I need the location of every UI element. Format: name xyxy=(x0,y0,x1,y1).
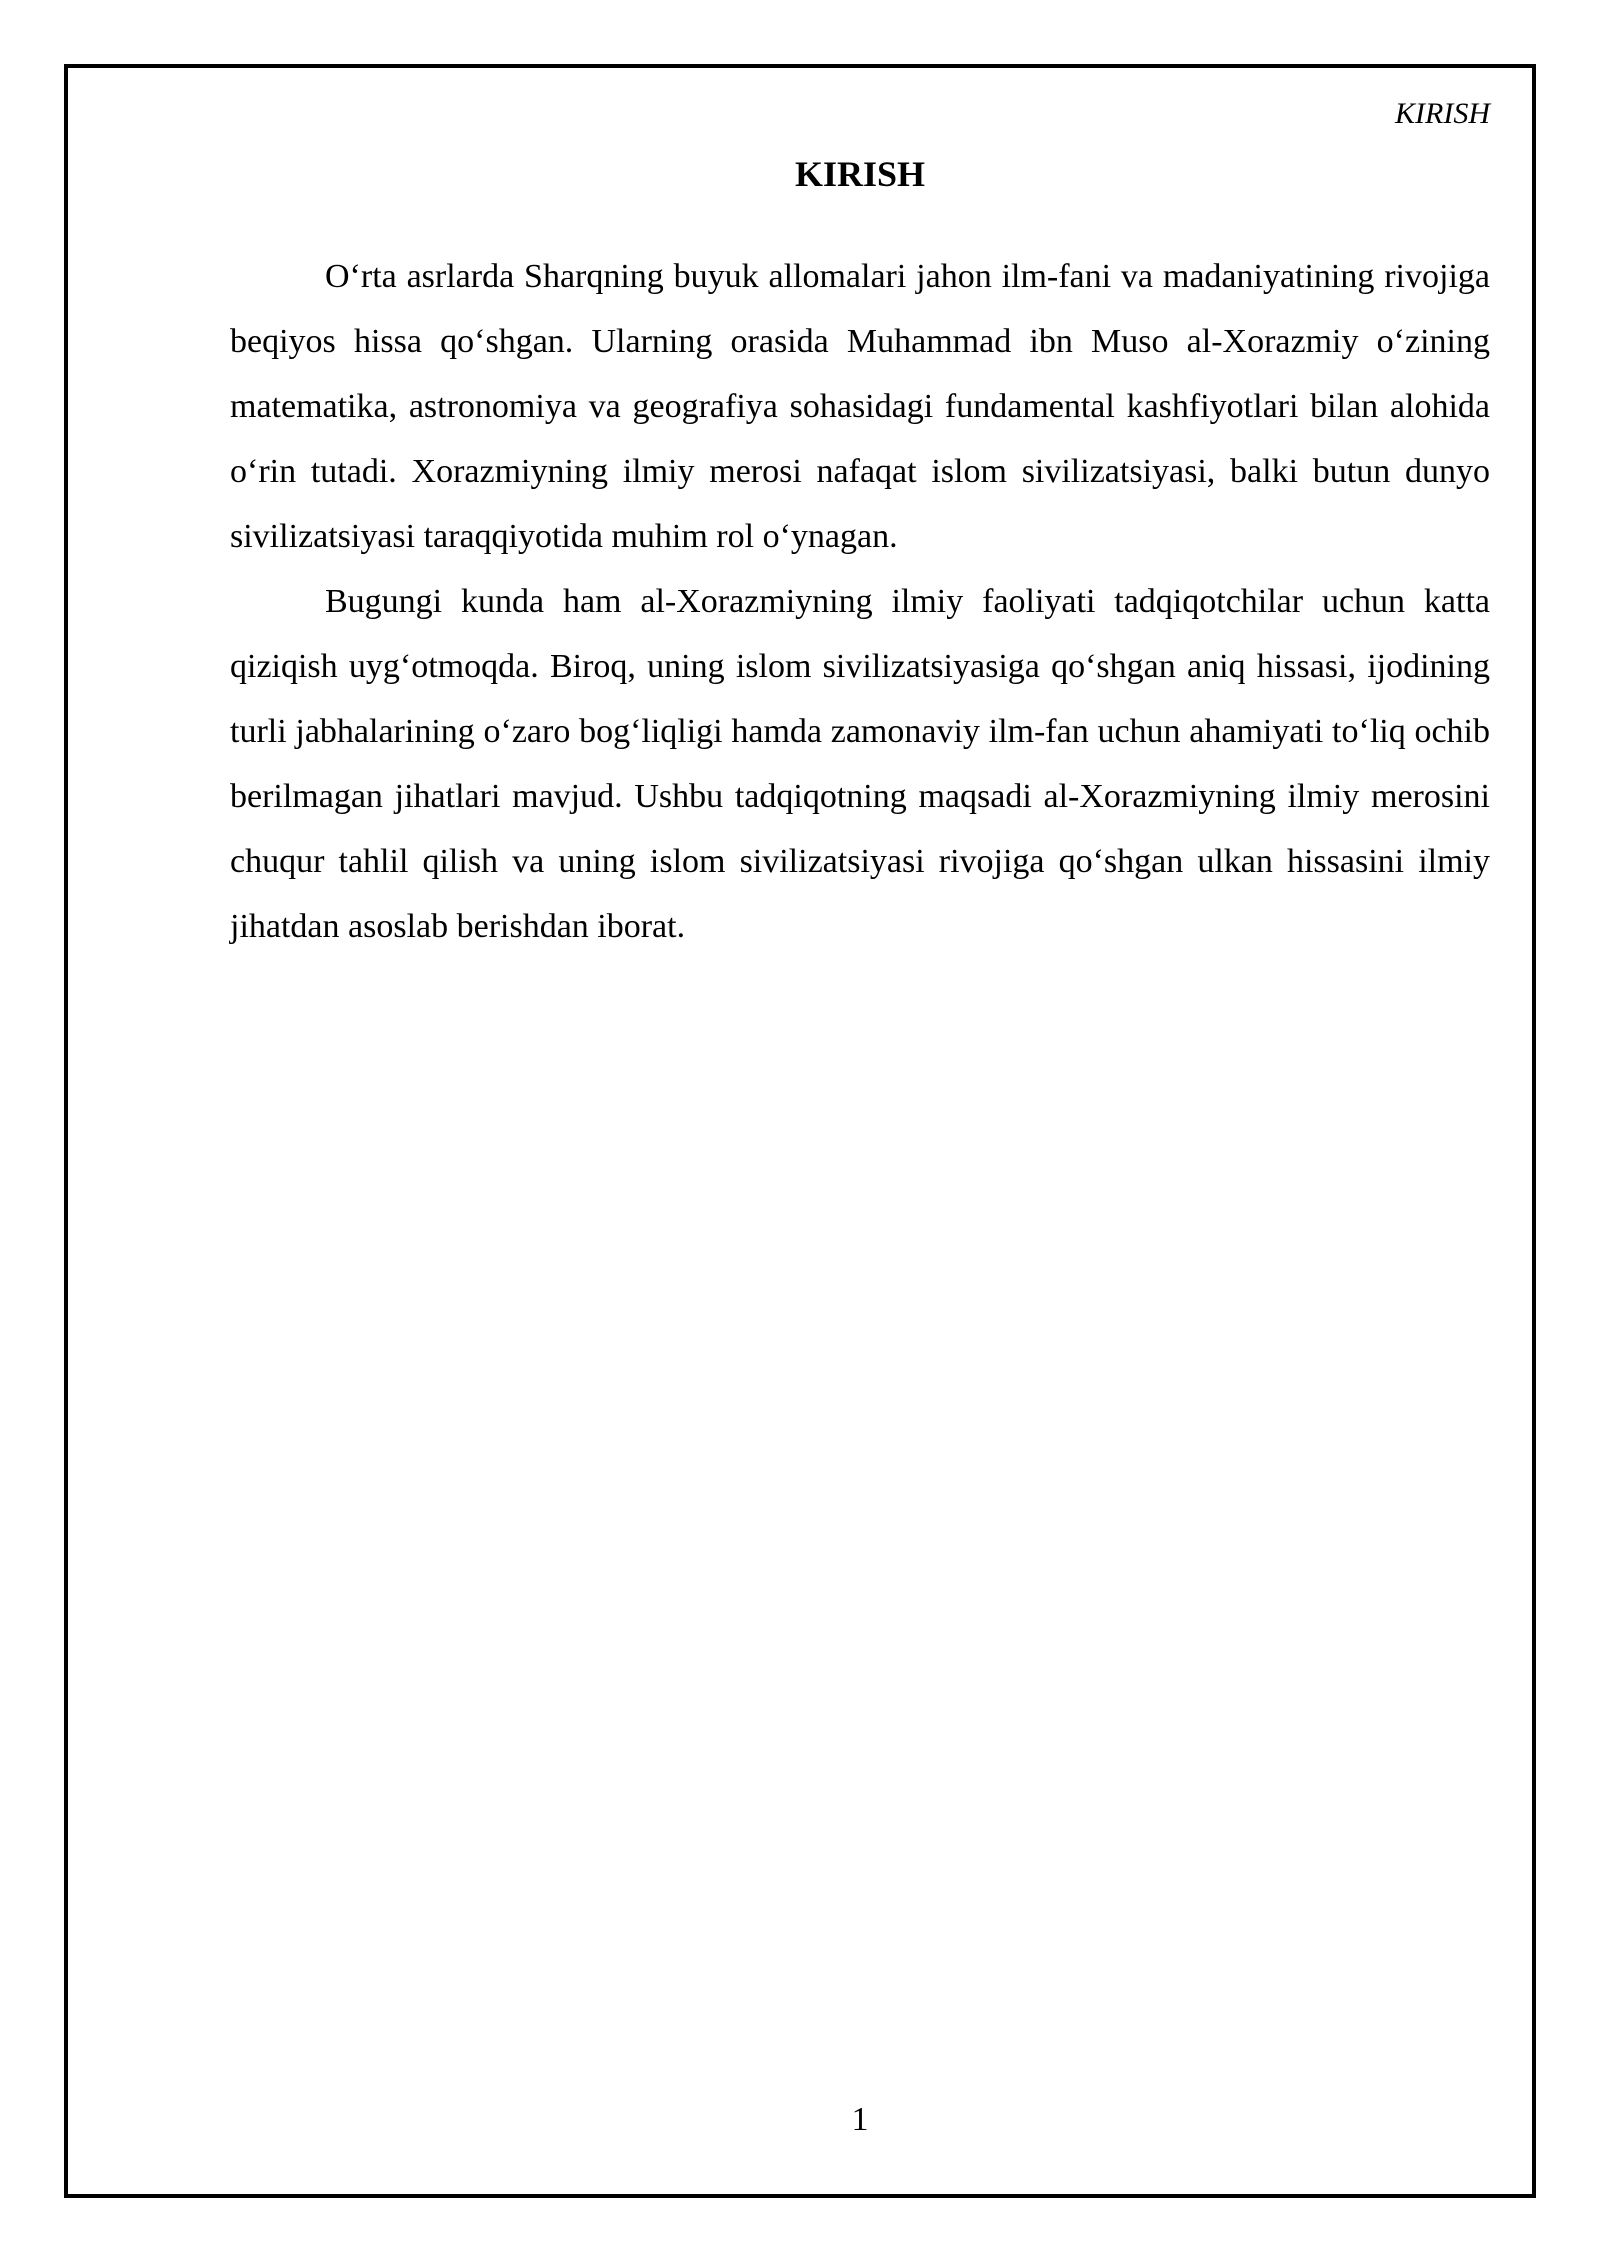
paragraph: Bugungi kunda ham al-Xorazmiyning ilmiy faoliyati tadqiqotchilar uchun katta qiziqish uyg‘otmoqda. Biroq, uning islom sivilizatsiyasiga qo‘shgan aniq hissasi, ijodining turli jabhalarining o‘zaro bog‘liqligi hamda zamonaviy ilm-fan uchun ahamiyati to‘liq ochib berilmagan jihatlari mavjud. Ushbu tadqiqotning maqsadi al-Xorazmiyning ilmiy merosini chuqur tahlil qilish va uning islom sivilizatsiyasi rivojiga qo‘shgan ulkan hissasini ilmiy jihatdan asoslab berishdan iborat. xyxy=(230,583,1490,945)
page-number: 1 xyxy=(851,2101,869,2138)
paragraph: O‘rta asrlarda Sharqning buyuk allomalari jahon ilm-fani va madaniyatining rivojiga beqiyos hissa qo‘shgan. Ularning orasida Muhammad ibn Muso al-Xorazmiy o‘zining matematika, astronomiya va geografiya sohasidagi fundamental kashfiyotlari bilan alohida o‘rin tutadi. Xorazmiyning ilmiy merosi nafaqat islom sivilizatsiyasi, balki butun dunyo sivilizatsiyasi taraqqiyotida muhim rol o‘ynagan. xyxy=(230,258,1490,555)
page-title: KIRISH xyxy=(794,154,926,194)
running-header: KIRISH xyxy=(1395,97,1490,130)
body-text xyxy=(230,244,1490,959)
